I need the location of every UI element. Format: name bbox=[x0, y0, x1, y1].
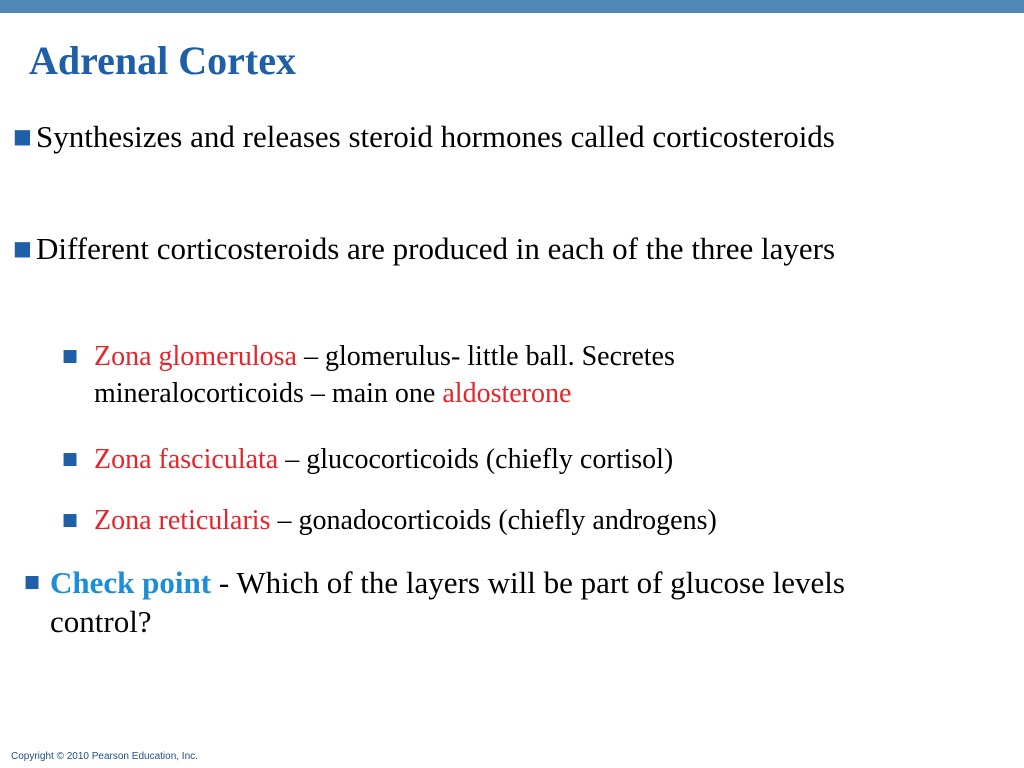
copyright-footer: Copyright © 2010 Pearson Education, Inc. bbox=[11, 751, 198, 762]
bullet-text: Different corticosteroids are produced in each of the three layers bbox=[36, 231, 836, 266]
square-bullet-icon: ■ bbox=[13, 236, 32, 260]
bullet-item-different bbox=[13, 229, 973, 268]
hormone-highlight: aldosterone bbox=[442, 378, 572, 409]
square-bullet-icon: ■ bbox=[62, 510, 79, 530]
check-point-question: - Which of the layers will be part of glucose levels control? bbox=[50, 565, 845, 639]
square-bullet-icon: ■ bbox=[62, 346, 79, 366]
zone-description: – glomerulus- little ball. Secretes mineralocorticoids – main one bbox=[94, 341, 675, 409]
bullet-item-synthesizes bbox=[13, 117, 863, 156]
square-bullet-icon: ■ bbox=[24, 572, 41, 592]
check-point-label: Check point bbox=[50, 565, 212, 600]
square-bullet-icon: ■ bbox=[62, 449, 79, 469]
square-bullet-icon: ■ bbox=[13, 124, 32, 148]
zone-description: – glucocorticoids (chiefly cortisol) bbox=[278, 444, 674, 475]
bullet-text: Synthesizes and releases steroid hormones called corticosteroids bbox=[36, 119, 835, 154]
bullet-item-check-point bbox=[24, 563, 904, 641]
slide-title: Adrenal Cortex bbox=[29, 38, 296, 83]
sub-bullet-fasciculata bbox=[62, 441, 902, 478]
zone-description: – gonadocorticoids (chiefly androgens) bbox=[270, 505, 717, 536]
zone-name: Zona reticularis bbox=[94, 505, 271, 536]
sub-bullet-glomerulosa bbox=[62, 338, 882, 412]
zone-name: Zona glomerulosa bbox=[94, 341, 297, 372]
top-accent-bar bbox=[0, 0, 1024, 13]
sub-bullet-reticularis bbox=[62, 502, 962, 539]
zone-name: Zona fasciculata bbox=[94, 444, 279, 475]
